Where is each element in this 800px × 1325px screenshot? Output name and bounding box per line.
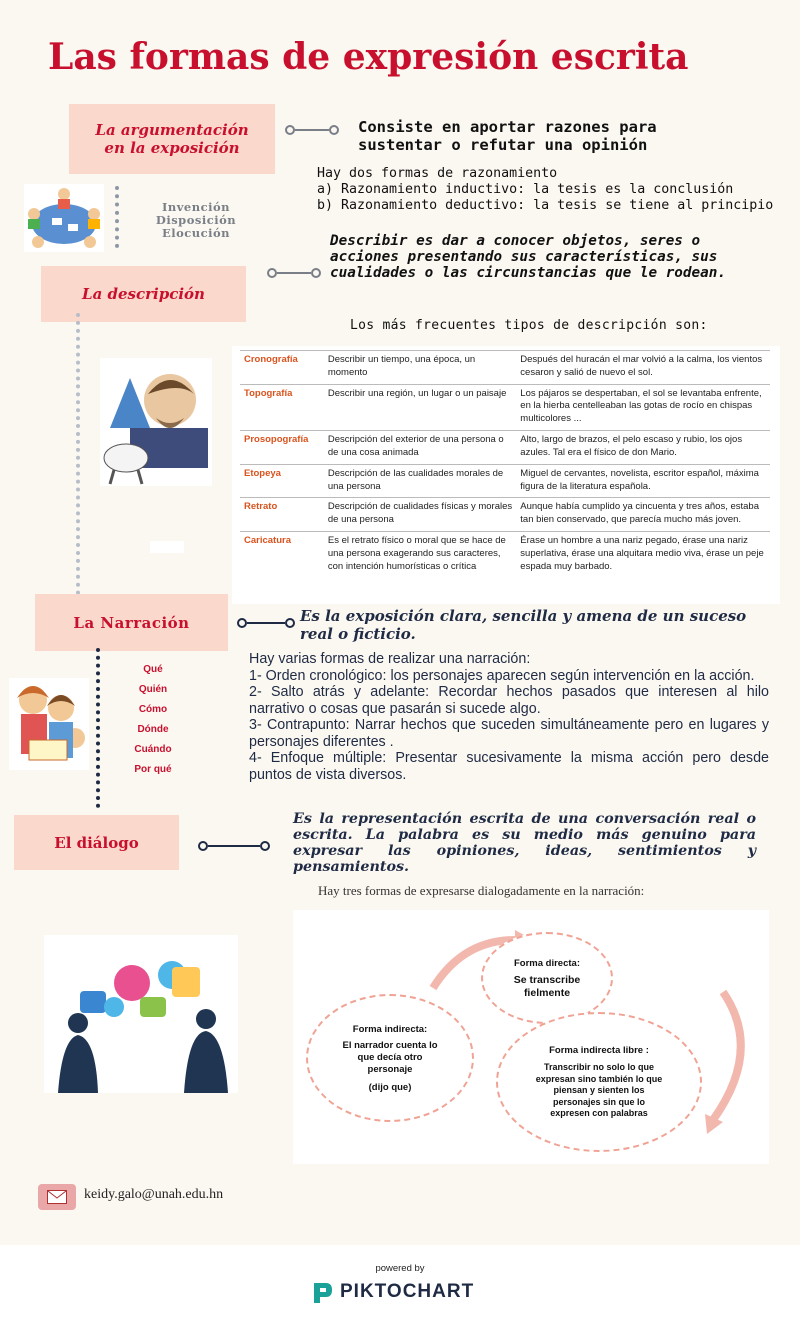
term-cell: Prosopografía: [240, 431, 324, 465]
piktochart-brand: PIKTOCHART: [340, 1281, 475, 1302]
reasoning-inductive: a) Razonamiento inductivo: la tesis es la conclusión: [317, 182, 734, 197]
table-row: [240, 431, 770, 465]
table-row: [240, 351, 770, 385]
gear-free-title: Forma indirecta libre :: [549, 1045, 649, 1057]
narracion-definition: [300, 607, 746, 643]
reasoning-deductive: b) Razonamiento deductivo: la tesis se tiene al principio: [317, 198, 774, 213]
gear-direct-text: Se transcribe fielmente: [513, 973, 581, 999]
def-cell: Describir una región, un lugar o un paisaje: [324, 384, 516, 430]
descripcion-label-box: [41, 266, 246, 322]
gear-indirect-text: El narrador cuenta lo que decía otro personaje: [342, 1040, 438, 1075]
narracion-label: La Narración: [73, 613, 190, 632]
dialogo-connector: [198, 841, 270, 851]
family-reading-illustration: [9, 678, 89, 770]
stage-elocucion: Elocución: [161, 226, 231, 240]
gear-forma-directa: [481, 932, 613, 1024]
argumentacion-definition-line1: Consiste en aportar razones para: [358, 118, 657, 136]
argumentacion-connector: [285, 125, 339, 135]
stage-invencion: Invención: [161, 200, 230, 214]
gear-indirect-note: (dijo que): [368, 1082, 412, 1093]
stage-disposicion: Disposición: [155, 213, 237, 227]
narracion-dotted-line: [96, 648, 100, 808]
piktochart-logo-icon: [310, 1279, 334, 1305]
def-cell: Describir un tiempo, una época, un momento: [324, 351, 516, 385]
footer: [0, 1245, 800, 1325]
gear-forma-indirecta: [306, 994, 474, 1122]
narracion-forms-intro: Hay varias formas de realizar una narración:: [249, 651, 531, 667]
question-como: Cómo: [138, 704, 168, 715]
gear-indirect-title: Forma indirecta:: [352, 1024, 428, 1035]
narracion-form-item: 3- Contrapunto: Narrar hechos que suceden simultáneamente pero en lugares y personajes diferentes .: [249, 717, 769, 750]
descripcion-dotted-line: [76, 313, 80, 595]
def-cell: Es el retrato físico o moral que se hace de una persona exagerando sus caracteres, con intención humorísticas o crítica: [324, 531, 516, 577]
table-row: [240, 464, 770, 498]
example-cell: Los pájaros se despertaban, el sol se levantaba enfrente, en la hierba centelleaban las gotas de rocío en chispas multicolores ...: [516, 384, 770, 430]
term-cell: Etopeya: [240, 464, 324, 498]
narracion-questions: [128, 664, 178, 784]
descripcion-connector: [267, 268, 321, 278]
question-donde: Dónde: [137, 724, 169, 735]
dialogo-definition: Es la representación escrita de una conversación real o escrita. La palabra es su medio más genuino para expresar las opiniones, ideas, sentimientos y pensamientos.: [293, 811, 756, 875]
contact-email[interactable]: keidy.galo@unah.edu.hn: [84, 1187, 224, 1202]
narracion-connector: [237, 618, 295, 628]
term-cell: Retrato: [240, 498, 324, 532]
chat-people-illustration: [44, 935, 238, 1093]
students-table-illustration: [24, 184, 104, 252]
example-cell: Érase un hombre a una nariz pegado, érase una nariz superlativa, érase una alquitara medio viva, érase un peje espada muy barbado.: [516, 531, 770, 577]
argumentacion-label-box: [69, 104, 275, 174]
dialogo-label: El diálogo: [54, 833, 139, 852]
table-row: [240, 384, 770, 430]
argumentacion-definition: [358, 118, 657, 154]
descripcion-types-intro: Los más frecuentes tipos de descripción son:: [350, 318, 708, 333]
narracion-form-item: 1- Orden cronológico: los personajes aparecen según intervención en la acción.: [249, 667, 755, 684]
example-cell: Alto, largo de brazos, el pelo escaso y rubio, los ojos azules. Tal era el físico de don Mario.: [516, 431, 770, 465]
question-cuando: Cuándo: [134, 744, 172, 755]
term-cell: Topografía: [240, 384, 324, 430]
argumentacion-label-line1: La argumentación: [95, 121, 249, 139]
narracion-definition-line1: Es la exposición clara, sencilla y amena de un suceso: [300, 607, 747, 625]
def-cell: Descripción de las cualidades morales de una persona: [324, 464, 516, 498]
descripcion-label: La descripción: [82, 285, 205, 303]
table-row: [240, 498, 770, 532]
question-que: Qué: [143, 664, 163, 675]
def-cell: Descripción de cualidades físicas y morales de una persona: [324, 498, 516, 532]
term-cell: Caricatura: [240, 531, 324, 577]
argumentacion-label-line2: en la exposición: [104, 139, 240, 157]
example-cell: Miguel de cervantes, novelista, escritor español, máxima figura de la literatura española.: [516, 464, 770, 498]
example-cell: Después del huracán el mar volvió a la calma, los vientos cesaron y salió de nuevo el sol.: [516, 351, 770, 385]
dialogo-label-box: [14, 815, 179, 870]
reasoning-block: [317, 166, 773, 214]
dialogo-forms-intro: Hay tres formas de expresarse dialogadamente en la narración:: [318, 883, 645, 898]
term-cell: Cronografía: [240, 351, 324, 385]
page-title: Las formas de expresión escrita: [48, 36, 689, 78]
mail-icon: [38, 1184, 76, 1210]
narracion-form-item: 2- Salto atrás y adelante: Recordar hechos pasados que interesen al hilo narrativo o cosas que pasarán si sucede algo.: [249, 684, 769, 717]
table-row: [240, 531, 770, 577]
question-por-que: Por qué: [134, 764, 172, 775]
argumentacion-dotted-line: [115, 186, 119, 248]
reasoning-intro: Hay dos formas de razonamiento: [317, 166, 558, 181]
gear-forma-indirecta-libre: [496, 1012, 702, 1152]
example-cell: Aunque había cumplido ya cincuenta y tres años, estaba tan bien conservado, que parecía mucho más joven.: [516, 498, 770, 532]
descripcion-definition: Describir es dar a conocer objetos, seres o acciones presentando sus características, sus cualidades o las circunstancias que le rodean.: [330, 233, 726, 281]
narracion-definition-line2: real o ficticio.: [300, 625, 416, 643]
def-cell: Descripción del exterior de una persona o de una cosa animada: [324, 431, 516, 465]
piktochart-logo[interactable]: [310, 1279, 474, 1305]
question-quien: Quién: [138, 684, 168, 695]
quijote-illustration: [100, 358, 212, 486]
gear-free-text: Transcribir no solo lo que expresan sino también lo que piensan y sienten los personajes sin que lo expresen con palabras: [535, 1062, 663, 1119]
argumentacion-definition-line2: sustentar o refutar una opinión: [358, 136, 648, 154]
narracion-form-item: 4- Enfoque múltiple: Presentar sucesivamente la misma acción pero desde puntos de vista diversos.: [249, 750, 769, 783]
description-types-table: [240, 350, 770, 577]
powered-by-label: powered by: [375, 1263, 425, 1274]
narracion-label-box: [35, 594, 228, 651]
gear-direct-title: Forma directa:: [514, 957, 580, 969]
rhetoric-stages: [150, 201, 242, 240]
small-white-patch: [150, 541, 184, 553]
narracion-forms: [249, 651, 769, 783]
